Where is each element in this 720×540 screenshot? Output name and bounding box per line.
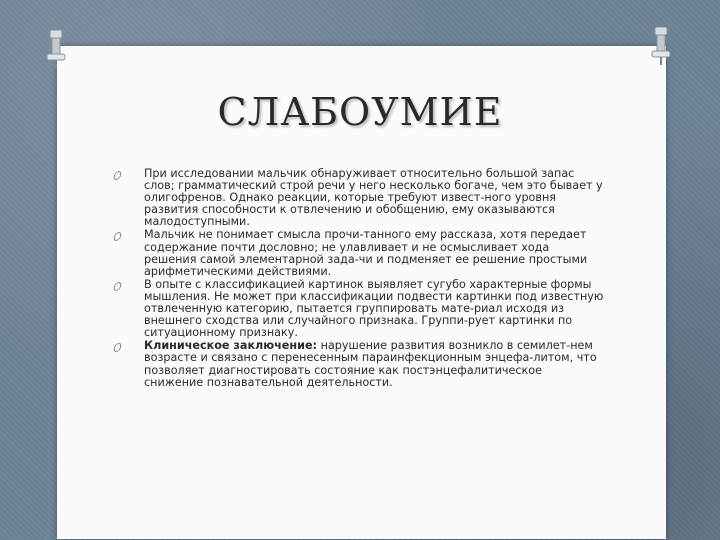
- bullet-item: [114, 229, 604, 277]
- bullet-marker-icon: [113, 171, 123, 180]
- bullet-text: нарушение развития возникло в семилет-нем возрасте и связано с перенесенным параинфекционным энцефа-литом, что позволяет диагностировать состояние как постэнцефалитическое снижение познавательной деятельности.: [144, 339, 597, 389]
- bullet-marker-icon: [113, 282, 123, 291]
- bullet-text: В опыте с классификацией картинок выявляет сугубо характерные формы мышления. Не может при классификации подвести картинки под известную отвлеченную категорию, пытается группировать мате-риал исходя из внешнего сходства или случайного признака. Группи-рует картинки по ситуационному признаку.: [144, 277, 604, 340]
- bullet-marker-icon: [113, 232, 123, 241]
- bullet-bold-text: Клиническое заключение:: [144, 339, 318, 353]
- bullet-item: [114, 168, 604, 228]
- bullet-marker-icon: [113, 343, 123, 352]
- bullet-text: Мальчик не понимает смысла прочи-танного ему рассказа, хотя передает содержание почти дословно; не улавливает и не осмысливает хода решения самой элементарной зада-чи и подменяет ее решение простыми арифметическими действиями.: [144, 228, 588, 278]
- pushpin-icon: [45, 30, 67, 68]
- bullet-text: При исследовании мальчик обнаруживает относительно большой запас слов; грамматический строй речи у него несколько богаче, чем это бывает у олигофренов. Однако реакции, которые требуют извест-ного уровня развития способности к отвлечению и обобщению, ему оказываются малодоступными.: [144, 167, 603, 229]
- bullet-list: [114, 168, 604, 390]
- bullet-item: [114, 279, 604, 339]
- pushpin-icon: [650, 27, 672, 65]
- bullet-item: [114, 340, 604, 388]
- slide-title: СЛАБОУМИЕ: [217, 90, 503, 134]
